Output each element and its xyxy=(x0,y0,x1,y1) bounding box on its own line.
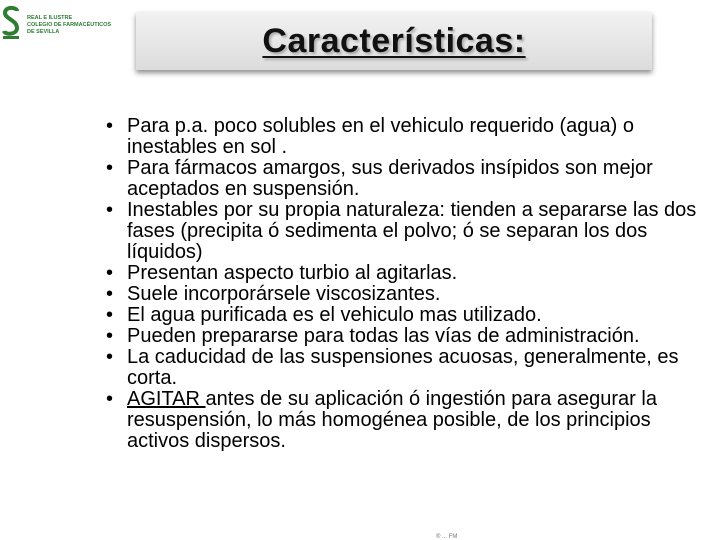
bullet-item xyxy=(106,305,718,326)
bullet-dot: • xyxy=(106,283,114,305)
bullet-item xyxy=(106,158,718,200)
bullet-dot: • xyxy=(106,157,114,179)
bullet-text: Pueden prepararse para todas las vías de administración. xyxy=(127,325,640,347)
bullet-item xyxy=(106,116,718,158)
title-banner xyxy=(136,12,652,70)
bullet-item xyxy=(106,326,718,347)
bullet-item xyxy=(106,389,718,452)
bullet-dot: • xyxy=(106,346,114,368)
bullet-text: Para p.a. poco solubles en el vehiculo requerido (agua) o inestables en sol . xyxy=(127,115,634,158)
bullet-dot: • xyxy=(106,262,114,284)
bullet-dot: • xyxy=(106,388,114,410)
bullet-item xyxy=(106,284,718,305)
bullet-text: La caducidad de las suspensiones acuosas, generalmente, es corta. xyxy=(127,346,679,389)
bullet-text: Para fármacos amargos, sus derivados insípidos son mejor aceptados en suspensión. xyxy=(127,157,653,200)
bullet-text: Inestables por su propia naturaleza: tienden a separarse las dos fases (precipita ó sedimenta el polvo; ó se separan los dos líquidos) xyxy=(127,199,697,263)
bullet-text: Suele incorporársele viscosizantes. xyxy=(127,283,441,305)
bullet-text: El agua purificada es el vehiculo mas utilizado. xyxy=(127,304,542,326)
bullet-list xyxy=(106,116,718,452)
bullet-item xyxy=(106,263,718,284)
bullet-dot: • xyxy=(106,304,114,326)
bullet-item xyxy=(106,200,718,263)
logo-line-2: COLEGIO DE FARMACÉUTICOS xyxy=(27,22,112,28)
footer-mark: ® ... FM xyxy=(436,534,458,540)
logo-line-3: DE SEVILLA xyxy=(27,29,60,35)
logo-s-icon xyxy=(2,4,20,40)
bullet-item xyxy=(106,347,718,389)
agitar-emphasis: AGITAR xyxy=(127,388,206,410)
logo-text xyxy=(27,15,111,36)
bullet-text: antes de su aplicación ó ingestión para asegurar la resuspensión, lo más homogénea posible, de los principios activos dispersos. xyxy=(127,388,657,452)
logo-line-1: REAL E ILUSTRE xyxy=(27,15,73,21)
bullet-dot: • xyxy=(106,115,114,137)
college-logo xyxy=(2,4,112,40)
bullet-dot: • xyxy=(106,325,114,347)
slide-title: Características: xyxy=(262,21,526,60)
bullet-text: Presentan aspecto turbio al agitarlas. xyxy=(127,262,458,284)
bullet-dot: • xyxy=(106,199,114,221)
